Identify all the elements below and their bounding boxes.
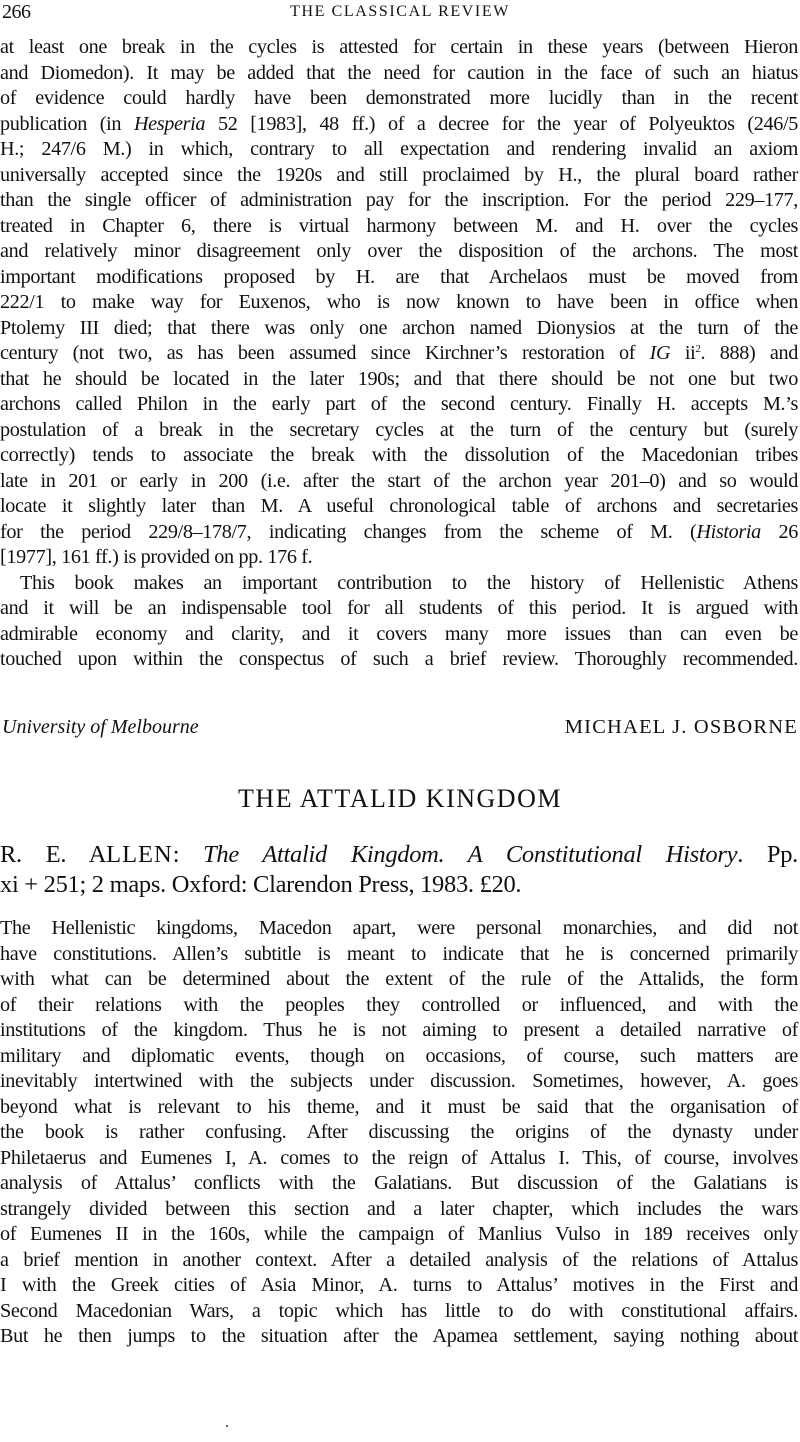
text-line: treated in Chapter 6, there is virtual harmony between M. and H. over the cycles xyxy=(0,214,798,237)
text-line: The Hellenistic kingdoms, Macedon apart, were personal monarchies, and did not xyxy=(0,917,798,939)
text-line: institutions of the kingdom. Thus he is not aiming to present a detailed narrative of xyxy=(0,1019,798,1041)
text-line: have constitutions. Allen’s subtitle is meant to indicate that he is concerned primarily xyxy=(0,942,798,965)
text-line: admirable economy and clarity, and it covers many more issues than can even be xyxy=(0,622,798,645)
text-line xyxy=(0,519,798,545)
text-line: a brief mention in another context. After a detailed analysis of the relations of Attalus xyxy=(0,1248,798,1271)
section-title: THE ATTALID KINGDOM xyxy=(238,784,562,813)
inscription-citation: IG xyxy=(649,342,671,364)
text-run: century (not two, as has been assumed since Kirchner’s restoration of xyxy=(0,342,650,364)
text-line xyxy=(0,340,798,366)
text-line: locate it slightly later than M. A useful chronological table of archons and secretaries xyxy=(0,495,798,517)
text-line: with what can be determined about the extent of the rule of the Attalids, the form xyxy=(0,968,798,990)
text-line: than the single officer of administration pay for the inscription. For the period 229–177, xyxy=(0,189,798,211)
book-citation-line-2: xi + 251; 2 maps. Oxford: Clarendon Press, 1983. £20. xyxy=(0,871,522,898)
text-line: that he should be located in the later 190s; and that there should be not one but two xyxy=(0,367,798,390)
text-line: universally accepted since the 1920s and still proclaimed by H., the plural board rather xyxy=(0,163,798,186)
reviewer-name: MICHAEL J. OSBORNE xyxy=(564,716,798,738)
book-title: The Attalid Kingdom. A Constitutional History xyxy=(203,841,738,868)
text-line: the book is rather confusing. After discussing the origins of the dynasty under xyxy=(0,1121,798,1143)
journal-title: THE CLASSICAL REVIEW xyxy=(290,3,510,20)
running-head xyxy=(0,0,800,26)
text-line: This book makes an important contribution to the history of Hellenistic Athens xyxy=(20,571,798,594)
text-line: analysis of Attalus’ conflicts with the Galatians. But discussion of the Galatians is xyxy=(0,1172,798,1194)
text-line: and it will be an indispensable tool for all students of this period. It is argued with xyxy=(0,597,798,619)
text-line: Second Macedonian Wars, a topic which has little to do with constitutional affairs. xyxy=(0,1299,798,1322)
text-line: But he then jumps to the situation after the Apamea settlement, saying nothing about xyxy=(0,1325,798,1347)
text-line: of evidence could hardly have been demonstrated more lucidly than in the recent xyxy=(0,87,798,109)
author-name: R. E. A xyxy=(0,841,107,868)
text-line: 222/1 to make way for Euxenos, who is now known to have been in office when xyxy=(0,291,798,313)
text-line: of their relations with the peoples they controlled or influenced, and with the xyxy=(0,993,798,1016)
author-name-smallcaps: LLEN xyxy=(106,841,173,868)
page-number: 266 xyxy=(2,1,31,23)
text-line: important modifications proposed by H. are that Archelaos must be moved from xyxy=(0,265,798,288)
text-run: . Pp. xyxy=(737,841,798,868)
text-line: postulation of a break in the secretary cycles at the turn of the century but (surely xyxy=(0,418,798,441)
review-signoff xyxy=(0,716,798,744)
text-line: inevitably intertwined with the subjects under discussion. Sometimes, however, A. goes xyxy=(0,1070,798,1092)
text-line: late in 201 or early in 200 (i.e. after the start of the archon year 201–0) and so would xyxy=(0,469,798,492)
text-run: . 888) and xyxy=(700,342,799,364)
text-run: for the period 229/8–178/7, indicating changes from the scheme of M. ( xyxy=(0,520,697,543)
text-line: strangely divided between this section and a later chapter, which includes the wars xyxy=(0,1197,798,1220)
text-run: : xyxy=(172,841,204,868)
text-line: and Diomedon). It may be added that the need for caution in the face of such an hiatus xyxy=(0,61,798,84)
text-run: publication (in xyxy=(0,112,134,135)
text-line xyxy=(0,111,798,137)
text-line: of Eumenes II in the 160s, while the campaign of Manlius Vulso in 189 receives only xyxy=(0,1223,798,1245)
text-run: 26 xyxy=(760,520,798,543)
text-line: Philetaerus and Eumenes I, A. comes to the reign of Attalus I. This, of course, involves xyxy=(0,1146,798,1169)
text-line: beyond what is relevant to his theme, and it must be said that the organisation of xyxy=(0,1095,798,1118)
journal-citation: Hesperia xyxy=(133,112,206,135)
text-line: [1977], 161 ff.) is provided on pp. 176 f. xyxy=(0,546,313,568)
text-line: and relatively minor disagreement only over the disposition of the archons. The most xyxy=(0,240,798,262)
superscript: 2 xyxy=(695,343,701,355)
text-line: archons called Philon in the early part of the second century. Finally H. accepts M.’s xyxy=(0,393,798,415)
text-line: correctly) tends to associate the break with the dissolution of the Macedonian tribes xyxy=(0,444,798,466)
text-line: H.; 247/6 M.) in which, contrary to all expectation and rendering invalid an axiom xyxy=(0,138,798,160)
text-line: I with the Greek cities of Asia Minor, A. turns to Attalus’ motives in the First and xyxy=(0,1274,798,1296)
reviewer-affiliation: University of Melbourne xyxy=(2,716,199,738)
text-run: 52 [1983], 48 ff.) of a decree for the year of Polyeuktos (246/5 xyxy=(205,112,798,135)
text-line: military and diplomatic events, though on occasions, of course, such matters are xyxy=(0,1044,798,1067)
scan-artifact-dot xyxy=(226,1425,228,1427)
book-citation-line-1 xyxy=(0,839,798,871)
text-line: Ptolemy III died; that there was only one archon named Dionysios at the turn of the xyxy=(0,316,798,339)
text-line: touched upon within the conspectus of such a brief review. Thoroughly recommended. xyxy=(0,648,798,670)
journal-citation: Historia xyxy=(696,520,761,543)
text-run: ii xyxy=(670,342,696,364)
text-line: at least one break in the cycles is attested for certain in these years (between Hieron xyxy=(0,36,798,58)
